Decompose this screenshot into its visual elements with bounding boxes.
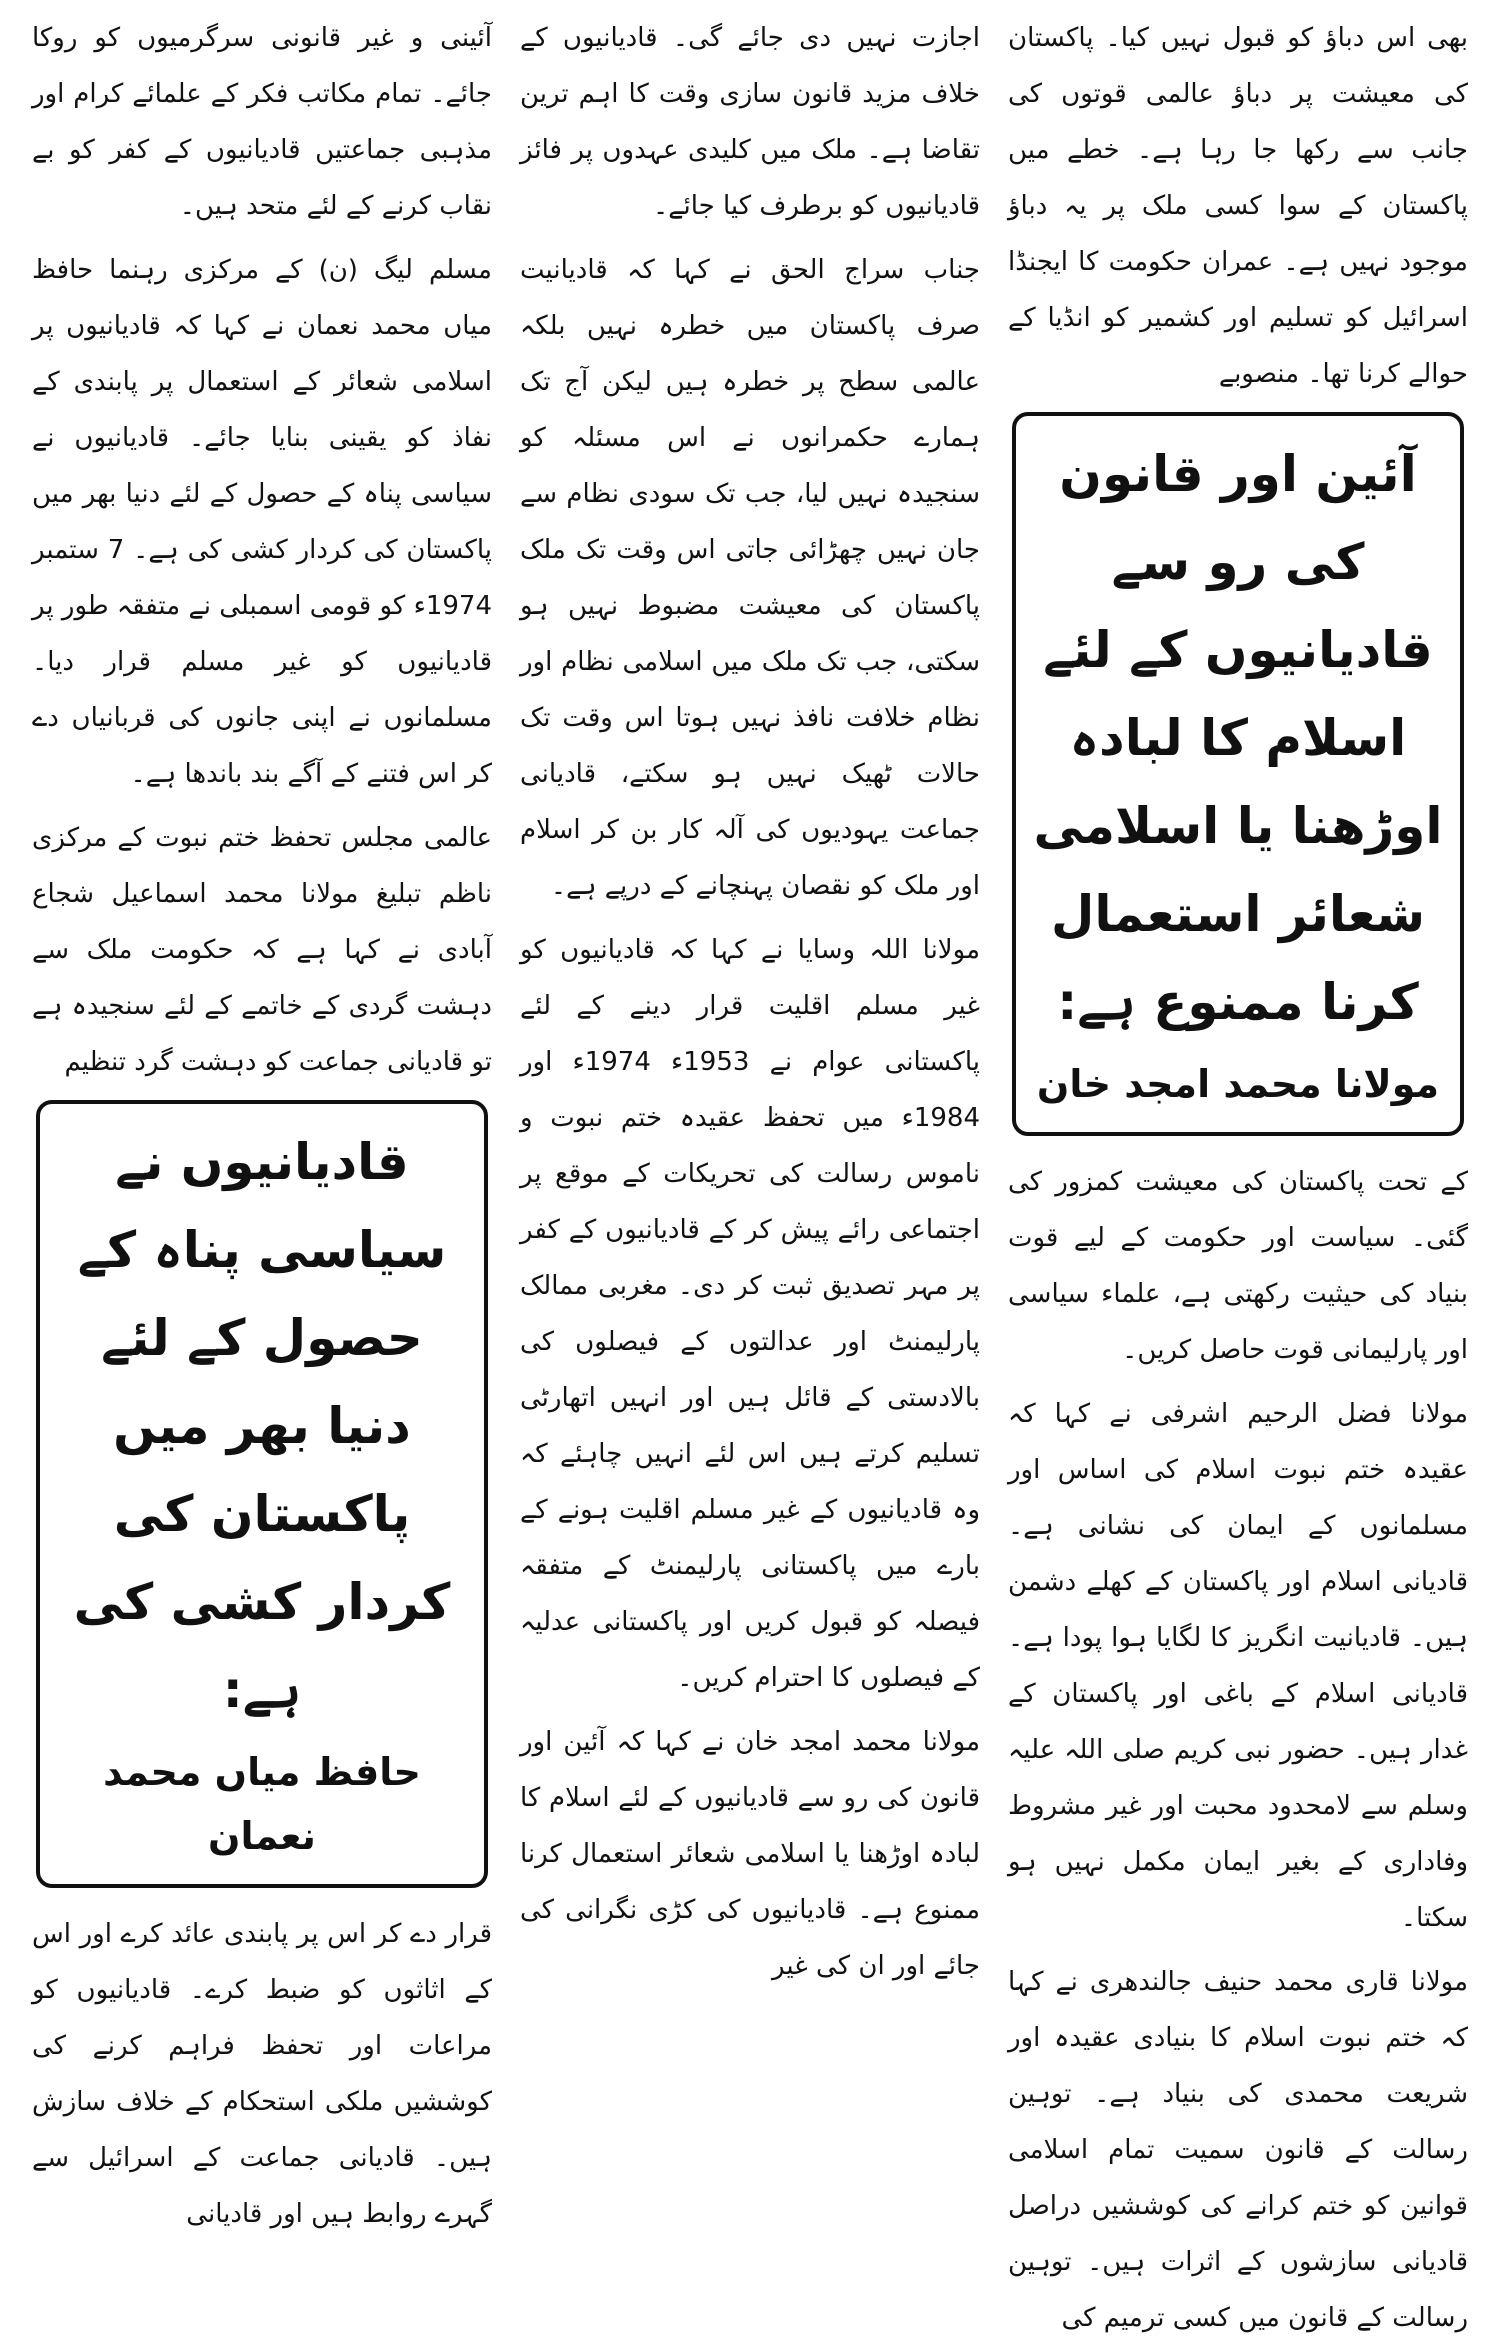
article-paragraph: کے تحت پاکستان کی معیشت کمزور کی گئی۔ سیاست اور حکومت کے لیے قوت بنیاد کی حیثیت رکھتی ہے، علماء سیاسی اور پارلیمانی قوت حاصل کریں۔ bbox=[1008, 1167, 1468, 1365]
article-paragraph: قرار دے کر اس پر پابندی عائد کرے اور اس کے اثاثوں کو ضبط کرے۔ قادیانیوں کو مراعات اور تحفظ فراہم کرنے کی کوششیں ملکی استحکام کے خلاف سازش ہیں۔ قادیانی جماعت کے اسرائیل سے گہرے روابط ہیں اور قادیانی bbox=[32, 1919, 492, 2229]
pull-quote-box bbox=[1012, 412, 1464, 1136]
pull-quote-text: آئین اور قانون کی رو سے قادیانیوں کے لئے اسلام کا لبادہ اوڑھنا یا اسلامی شعائر استعمال کرنا ممنوع ہے: bbox=[1033, 445, 1443, 1031]
article-paragraph: آئینی و غیر قانونی سرگرمیوں کو روکا جائے۔ تمام مکاتب فکر کے علمائے کرام اور مذہبی جماعتیں قادیانیوں کے کفر کو بے نقاب کرنے کے لئے متحد ہیں۔ bbox=[32, 23, 492, 221]
article-paragraph: مولانا محمد امجد خان نے کہا کہ آئین اور قانون کی رو سے قادیانیوں کے لئے اسلام کا لبادہ اوڑھنا یا اسلامی شعائر استعمال کرنا ممنوع ہے۔ قادیانیوں کی کڑی نگرانی کی جائے اور ان کی غیر bbox=[520, 1727, 980, 1981]
column-middle bbox=[506, 10, 994, 2200]
article-paragraph: عالمی مجلس تحفظ ختم نبوت کے مرکزی ناظم تبلیغ مولانا محمد اسماعیل شجاع آبادی نے کہا ہے کہ حکومت ملک سے دہشت گردی کے خاتمے کے لئے سنجیدہ ہے تو قادیانی جماعت کو دہشت گرد تنظیم bbox=[32, 823, 492, 1077]
article-paragraph: جناب سراج الحق نے کہا کہ قادیانیت صرف پاکستان میں خطرہ نہیں بلکہ عالمی سطح پر خطرہ ہیں لیکن آج تک ہمارے حکمرانوں نے اس مسئلہ کو سنجیدہ نہیں لیا، جب تک سودی نظام سے جان نہیں چھڑائی جاتی اس وقت تک ملک پاکستان کی معیشت مضبوط نہیں ہو سکتی، جب تک ملک میں اسلامی نظام اور نظام خلافت نافذ نہیں ہوتا اس وقت تک حالات ٹھیک نہیں ہو سکتے، قادیانی جماعت یہودیوں کی آلہ کار بن کر اسلام اور ملک کو نقصان پہنچانے کے درپے ہے۔ bbox=[520, 255, 980, 901]
article-paragraph: بھی اس دباؤ کو قبول نہیں کیا۔ پاکستان کی معیشت پر دباؤ عالمی قوتوں کی جانب سے رکھا جا رہا ہے۔ خطے میں پاکستان کے سوا کسی ملک پر یہ دباؤ موجود نہیں ہے۔ عمران حکومت کا ایجنڈا اسرائیل کو تسلیم اور کشمیر کو انڈیا کے حوالے کرنا تھا۔ منصوبے bbox=[1008, 23, 1468, 389]
article-paragraph: مسلم لیگ (ن) کے مرکزی رہنما حافظ میاں محمد نعمان نے کہا کہ قادیانیوں پر اسلامی شعائر کے استعمال پر پابندی کے نفاذ کو یقینی بنایا جائے۔ قادیانیوں نے سیاسی پناہ کے حصول کے لئے دنیا بھر میں پاکستان کی کردار کشی کی ہے۔ 7 ستمبر 1974ء کو قومی اسمبلی نے متفقہ طور پر قادیانیوں کو غیر مسلم قرار دیا۔ مسلمانوں نے اپنی جانوں کی قربانیاں دے کر اس فتنے کے آگے بند باندھا ہے۔ bbox=[32, 255, 492, 789]
pull-quote-box bbox=[36, 1100, 488, 1888]
column-left bbox=[18, 10, 506, 2229]
article-paragraph: اجازت نہیں دی جائے گی۔ قادیانیوں کے خلاف مزید قانون سازی وقت کا اہم ترین تقاضا ہے۔ ملک میں کلیدی عہدوں پر فائز قادیانیوں کو برطرف کیا جائے۔ bbox=[520, 23, 980, 221]
article-paragraph: مولانا قاری محمد حنیف جالندھری نے کہا کہ ختم نبوت اسلام کا بنیادی عقیدہ اور شریعت محمدی کی بنیاد ہے۔ توہین رسالت کے قانون سمیت تمام اسلامی قوانین کو ختم کرانے کی کوششیں دراصل قادیانی سازشوں کے اثرات ہیں۔ توہین رسالت کے قانون میں کسی ترمیم کی bbox=[1008, 1967, 1468, 2333]
pull-quote-text: قادیانیوں نے سیاسی پناہ کے حصول کے لئے دنیا بھر میں پاکستان کی کردار کشی کی ہے: bbox=[73, 1133, 451, 1719]
article-paragraph: مولانا فضل الرحیم اشرفی نے کہا کہ عقیدہ ختم نبوت اسلام کی اساس اور مسلمانوں کے ایمان کی نشانی ہے۔ قادیانی اسلام اور پاکستان کے کھلے دشمن ہیں۔ قادیانیت انگریز کا لگایا ہوا پودا ہے۔ قادیانی اسلام کے باغی اور پاکستان کے غدار ہیں۔ حضور نبی کریم صلی اللہ علیہ وسلم سے لامحدود محبت اور غیر مشروط وفاداری کے بغیر ایمان مکمل نہیں ہو سکتا۔ bbox=[1008, 1399, 1468, 1933]
pull-quote-byline: مولانا محمد امجد خان bbox=[1036, 1062, 1440, 1106]
column-right bbox=[994, 10, 1482, 2333]
pull-quote-byline: حافظ میاں محمد نعمان bbox=[103, 1750, 421, 1858]
article-paragraph: مولانا اللہ وسایا نے کہا کہ قادیانیوں کو غیر مسلم اقلیت قرار دینے کے لئے پاکستانی عوام نے 1953ء 1974ء اور 1984ء میں تحفظ عقیدہ ختم نبوت و ناموس رسالت کی تحریکات کے موقع پر اجتماعی رائے پیش کر کے قادیانیوں کے کفر پر مہر تصدیق ثبت کر دی۔ مغربی ممالک پارلیمنٹ اور عدالتوں کے فیصلوں کی بالادستی کے قائل ہیں اور انہیں اتھارٹی تسلیم کرتے ہیں اس لئے انہیں چاہئے کہ وہ قادیانیوں کے غیر مسلم اقلیت ہونے کے بارے میں پاکستانی پارلیمنٹ کے متفقہ فیصلہ کو قبول کریں اور پاکستانی عدلیہ کے فیصلوں کا احترام کریں۔ bbox=[520, 935, 981, 1693]
